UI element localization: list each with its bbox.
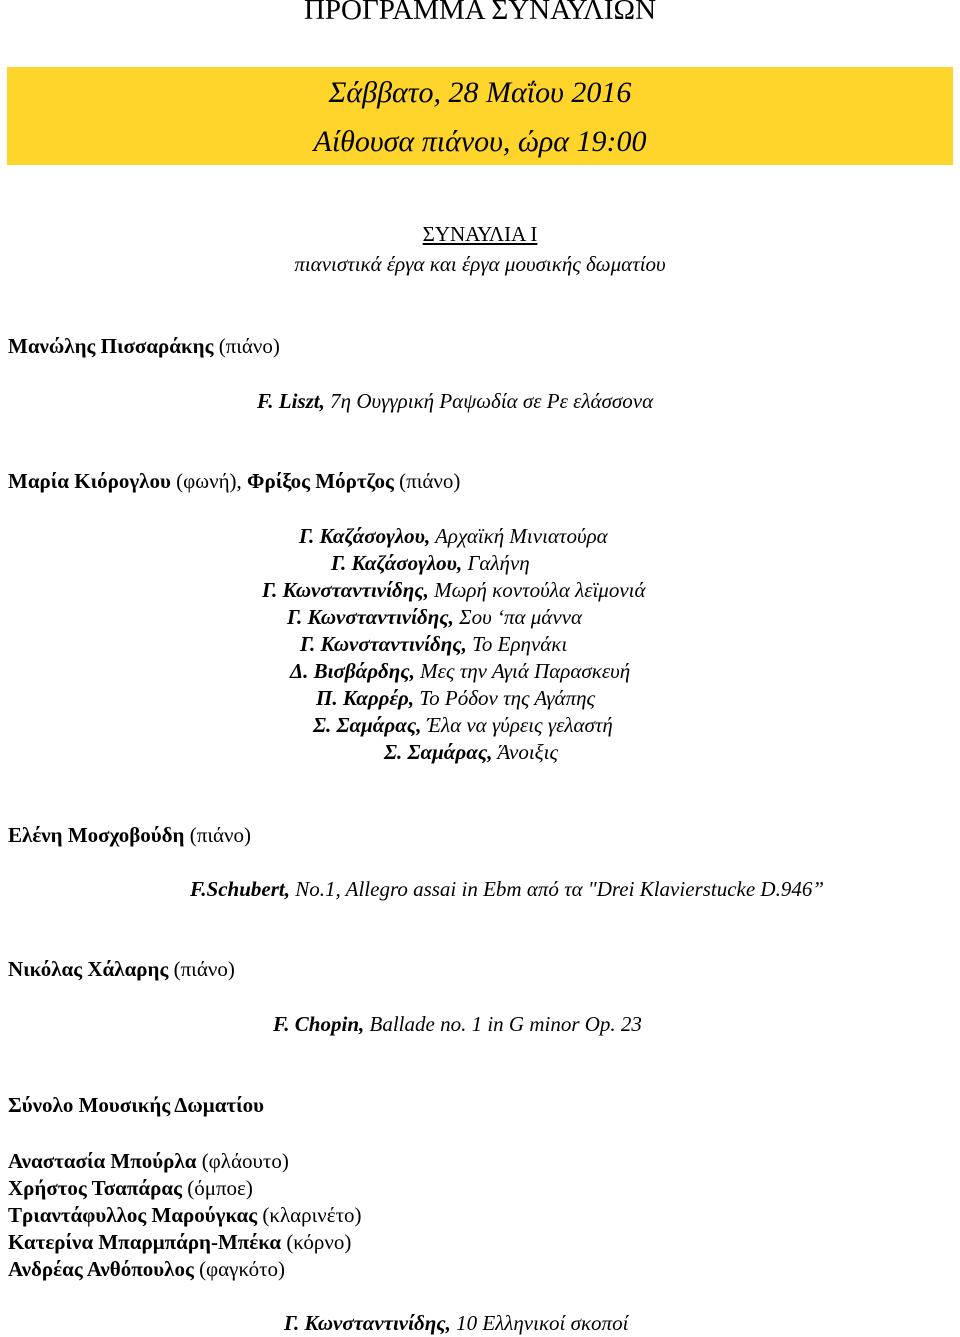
performer-name: Μανώλης Πισσαράκης	[8, 334, 214, 358]
program-work	[313, 713, 613, 738]
member-name: Κατερίνα Μπαρμπάρη-Μπέκα	[8, 1230, 282, 1254]
ensemble-member	[8, 1257, 285, 1282]
performer-name: Νικόλας Χάλαρης	[8, 957, 169, 981]
page-title: ΠΡΟΓΡΑΜΜΑ ΣΥΝΑΥΛΙΩΝ	[303, 0, 657, 26]
concert-venue-time: Αίθουσα πιάνου, ώρα 19:00	[313, 125, 647, 158]
member-name: Ανδρέας Ανθόπουλος	[8, 1257, 194, 1281]
performer-line	[8, 334, 280, 359]
ensemble-title	[8, 1093, 264, 1118]
work-title: Αρχαϊκή Μινιατούρα	[435, 524, 608, 548]
work-composer: Σ. Σαμάρας,	[384, 740, 493, 764]
ensemble-member	[8, 1203, 362, 1228]
program-work	[257, 389, 653, 414]
performer-role: (πιάνο)	[218, 334, 280, 358]
work-title: Άνοιξις	[497, 740, 559, 764]
work-composer: Γ. Κωνσταντινίδης,	[284, 1311, 451, 1335]
concert-heading: ΣΥΝΑΥΛΙΑ Ι	[422, 222, 538, 246]
program-work	[262, 578, 646, 603]
work-composer: Γ. Καζάσογλου,	[299, 524, 431, 548]
work-composer: F. Liszt,	[257, 389, 325, 413]
work-title: Μες την Αγιά Παρασκευή	[420, 659, 631, 683]
work-title: Το Ρόδον της Αγάπης	[419, 686, 596, 710]
program-work	[384, 740, 558, 765]
work-title: Γαλήνη	[467, 551, 530, 575]
member-instrument: (φλάουτο)	[201, 1149, 289, 1173]
program-work	[331, 551, 530, 576]
performer-line	[8, 823, 251, 848]
concert-subtitle: πιανιστικά έργα και έργα μουσικής δωματίου	[294, 252, 666, 276]
work-composer: Π. Καρρέρ,	[316, 686, 415, 710]
performer-name: Μαρία Κιόρογλου	[8, 469, 171, 493]
concert-date: Σάββατο, 28 Μαΐου 2016	[328, 76, 632, 109]
work-title: Μωρή κοντούλα λεϊμονιά	[434, 578, 646, 602]
program-work	[299, 524, 608, 549]
work-title: 7η Ουγγρική Ραψωδία σε Ρε ελάσσονα	[330, 389, 654, 413]
program-work	[300, 632, 567, 657]
ensemble-title-text: Σύνολο Μουσικής Δωματίου	[8, 1093, 264, 1117]
work-composer: Γ. Κωνσταντινίδης,	[262, 578, 429, 602]
program-work	[316, 686, 595, 711]
program-work	[287, 605, 582, 630]
work-composer: Γ. Κωνσταντινίδης,	[287, 605, 454, 629]
work-title: Σου ‘πα μάννα	[459, 605, 582, 629]
member-name: Τριαντάφυλλος Μαρούγκας	[8, 1203, 258, 1227]
program-work	[290, 659, 630, 684]
work-composer: F.Schubert,	[190, 877, 290, 901]
member-instrument: (κόρνο)	[286, 1230, 352, 1254]
work-title: No.1, Allegro assai in Ebm από τα "Drei Klavierstucke D.946”	[295, 877, 825, 901]
ensemble-member	[8, 1149, 289, 1174]
performer-role: (φωνή),	[176, 469, 242, 493]
program-work	[190, 877, 824, 902]
performer-name: Ελένη Μοσχοβούδη	[8, 823, 185, 847]
member-instrument: (φαγκότο)	[199, 1257, 286, 1281]
performer-line	[8, 469, 460, 494]
work-composer: Σ. Σαμάρας,	[313, 713, 422, 737]
performer-role: (πιάνο)	[189, 823, 251, 847]
work-composer: F. Chopin,	[273, 1012, 365, 1036]
ensemble-member	[8, 1176, 253, 1201]
performer-role: (πιάνο)	[399, 469, 461, 493]
performer-name: Φρίξος Μόρτζος	[247, 469, 394, 493]
performer-line	[8, 957, 235, 982]
member-instrument: (κλαρινέτο)	[262, 1203, 362, 1227]
work-title: 10 Ελληνικοί σκοποί	[456, 1311, 629, 1335]
ensemble-member	[8, 1230, 351, 1255]
work-composer: Δ. Βισβάρδης,	[290, 659, 415, 683]
program-work	[284, 1311, 628, 1336]
work-title: Το Ερηνάκι	[472, 632, 568, 656]
member-name: Αναστασία Μπούρλα	[8, 1149, 197, 1173]
member-instrument: (όμποε)	[187, 1176, 253, 1200]
work-composer: Γ. Κωνσταντινίδης,	[300, 632, 467, 656]
program-work	[273, 1012, 642, 1037]
work-title: Ballade no. 1 in G minor Op. 23	[369, 1012, 642, 1036]
performer-role: (πιάνο)	[173, 957, 235, 981]
member-name: Χρήστος Τσαπάρας	[8, 1176, 182, 1200]
work-title: Έλα να γύρεις γελαστή	[426, 713, 613, 737]
work-composer: Γ. Καζάσογλου,	[331, 551, 463, 575]
